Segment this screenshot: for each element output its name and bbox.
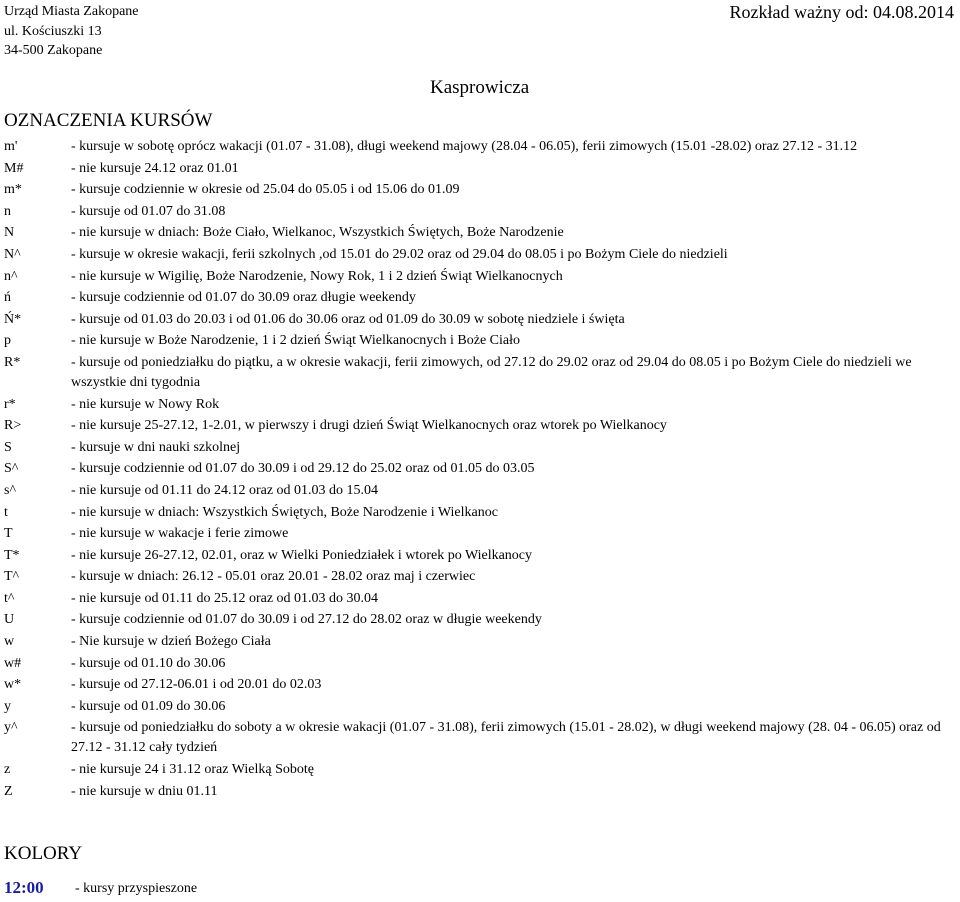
legend-description: - kursuje w sobotę oprócz wakacji (01.07 - 31.08), długi weekend majowy (28.04 - 06.05), ferii zimowych (15.01 -28.02) oraz 27.12 - 31.12 bbox=[71, 139, 858, 154]
legend-row bbox=[4, 395, 956, 415]
office-name: Urząd Miasta Zakopane bbox=[4, 4, 139, 19]
legend-code: T* bbox=[4, 547, 20, 563]
colors-title: KOLORY bbox=[4, 843, 83, 864]
office-address bbox=[4, 2, 139, 61]
legend-code: ń bbox=[4, 290, 11, 306]
legend-description: - nie kursuje w dniach: Boże Ciało, Wielkanoc, Wszystkich Świętych, Boże Narodzenie bbox=[71, 225, 564, 241]
legend-row bbox=[4, 310, 956, 330]
legend-code: N bbox=[4, 225, 15, 241]
legend-row bbox=[4, 782, 956, 802]
legend-row bbox=[4, 610, 956, 630]
stop-name: Kasprowicza bbox=[430, 77, 530, 98]
legend-description: - nie kursuje w dniu 01.11 bbox=[71, 783, 218, 799]
legend-row bbox=[4, 654, 956, 674]
legend-row bbox=[4, 503, 956, 523]
legend-code: z bbox=[4, 762, 11, 778]
legend-description: - nie kursuje w dniach: Wszystkich Świętych, Boże Narodzenie i Wielkanoc bbox=[71, 504, 498, 520]
office-street: ul. Kościuszki 13 bbox=[4, 23, 102, 39]
legend-code: T bbox=[4, 526, 13, 542]
legend-title: OZNACZENIA KURSÓW bbox=[4, 110, 213, 131]
legend-row bbox=[4, 353, 956, 393]
legend-code: Z bbox=[4, 783, 13, 799]
legend-row bbox=[4, 331, 956, 351]
legend-row bbox=[4, 180, 956, 200]
legend-description: - kursuje od poniedziałku do piątku, a w okresie wakacji, ferii zimowych, od 27.12 do 29.02 oraz od 29.04 do 08.05 i po Bożym Ciele do niedzieli we wszystkie dni tygodnia bbox=[71, 354, 912, 390]
legend-code: w# bbox=[4, 655, 22, 671]
legend-row bbox=[4, 159, 956, 179]
legend-code: Ń* bbox=[4, 311, 22, 327]
legend-description: - kursuje od 01.09 do 30.06 bbox=[71, 698, 226, 714]
legend-code: n bbox=[4, 203, 11, 219]
legend-description: - kursuje od 01.03 do 20.03 i od 01.06 do 30.06 oraz od 01.09 do 30.09 w sobotę niedziele i święta bbox=[71, 311, 625, 327]
legend-description: - nie kursuje 26-27.12, 02.01, oraz w Wielki Poniedziałek i wtorek po Wielkanocy bbox=[71, 547, 533, 563]
legend-description: - nie kursuje w Wigilię, Boże Narodzenie, Nowy Rok, 1 i 2 dzień Świąt Wielkanocnych bbox=[71, 268, 563, 284]
legend-description: - nie kursuje 25-27.12, 1-2.01, w pierwszy i drugi dzień Świąt Wielkanocnych oraz wtorek po Wielkanocy bbox=[71, 418, 667, 434]
legend-code: N^ bbox=[4, 246, 21, 262]
legend-description: - kursuje od 01.10 do 30.06 bbox=[71, 655, 226, 671]
legend-row bbox=[4, 202, 956, 222]
legend-row bbox=[4, 438, 956, 458]
legend-description: - kursuje w dniach: 26.12 - 05.01 oraz 20.01 - 28.02 oraz maj i czerwiec bbox=[71, 569, 476, 585]
legend-row bbox=[4, 546, 956, 566]
legend-description: - kursuje w dni nauki szkolnej bbox=[71, 439, 241, 455]
legend-row bbox=[4, 288, 956, 308]
legend-description: - nie kursuje od 01.11 do 24.12 oraz od 01.03 do 15.04 bbox=[71, 482, 379, 498]
legend-code: y^ bbox=[4, 720, 18, 736]
legend-row bbox=[4, 223, 956, 243]
legend-code: t^ bbox=[4, 590, 15, 606]
legend-code: y bbox=[4, 698, 11, 714]
legend-row bbox=[4, 567, 956, 587]
color-legend-item bbox=[4, 878, 404, 902]
legend-description: - kursuje codziennie w okresie od 25.04 do 05.05 i od 15.06 do 01.09 bbox=[71, 182, 460, 198]
legend-code: U bbox=[4, 612, 15, 628]
legend-description: - nie kursuje od 01.11 do 25.12 oraz od 01.03 do 30.04 bbox=[71, 590, 379, 606]
legend-description: - Nie kursuje w dzień Bożego Ciała bbox=[71, 634, 271, 650]
legend-description: - nie kursuje 24 i 31.12 oraz Wielką Sobotę bbox=[71, 762, 314, 778]
legend-list bbox=[4, 137, 956, 803]
legend-row bbox=[4, 524, 956, 544]
legend-description: - kursuje codziennie od 01.07 do 30.09 i od 27.12 do 28.02 oraz w długie weekendy bbox=[71, 612, 542, 628]
legend-code: S^ bbox=[4, 461, 19, 477]
legend-row bbox=[4, 137, 956, 157]
legend-code: w bbox=[4, 634, 15, 650]
legend-row bbox=[4, 718, 956, 758]
legend-description: - kursuje codziennie od 01.07 do 30.09 i od 29.12 do 25.02 oraz od 01.05 do 03.05 bbox=[71, 461, 535, 477]
legend-code: M# bbox=[4, 160, 24, 176]
legend-code: p bbox=[4, 333, 11, 349]
legend-row bbox=[4, 632, 956, 652]
legend-code: r* bbox=[4, 396, 16, 412]
legend-code: R* bbox=[4, 354, 21, 370]
legend-code: m' bbox=[4, 139, 18, 154]
legend-description: - nie kursuje w Boże Narodzenie, 1 i 2 dzień Świąt Wielkanocnych i Boże Ciało bbox=[71, 333, 520, 349]
legend-row bbox=[4, 589, 956, 609]
legend-code: S bbox=[4, 439, 12, 455]
legend-row bbox=[4, 675, 956, 695]
legend-row bbox=[4, 267, 956, 287]
legend-description: - kursuje w okresie wakacji, ferii szkolnych ,od 15.01 do 29.02 oraz od 29.04 do 08.05 i po Bożym Ciele do niedzieli bbox=[71, 246, 728, 262]
legend-row bbox=[4, 459, 956, 479]
legend-row bbox=[4, 245, 956, 265]
legend-row bbox=[4, 416, 956, 436]
legend-row bbox=[4, 760, 956, 780]
legend-code: m* bbox=[4, 182, 22, 198]
legend-code: T^ bbox=[4, 569, 20, 585]
office-city: 34-500 Zakopane bbox=[4, 43, 103, 58]
legend-description: - nie kursuje w wakacje i ferie zimowe bbox=[71, 526, 289, 542]
legend-description: - kursuje od 01.07 do 31.08 bbox=[71, 203, 226, 219]
valid-from-date: Rozkład ważny od: 04.08.2014 bbox=[729, 2, 954, 22]
color-description: - kursy przyspieszone bbox=[75, 881, 198, 896]
legend-description: - kursuje codziennie od 01.07 do 30.09 oraz długie weekendy bbox=[71, 290, 416, 306]
legend-description: - nie kursuje w Nowy Rok bbox=[71, 396, 220, 412]
legend-row bbox=[4, 697, 956, 717]
legend-description: - kursuje od 27.12-06.01 i od 20.01 do 02.03 bbox=[71, 677, 322, 693]
legend-description: - nie kursuje 24.12 oraz 01.01 bbox=[71, 160, 239, 176]
legend-code: w* bbox=[4, 677, 22, 693]
legend-code: s^ bbox=[4, 482, 17, 498]
legend-row bbox=[4, 481, 956, 501]
legend-code: R> bbox=[4, 418, 22, 434]
legend-description: - kursuje od poniedziałku do soboty a w okresie wakacji (01.07 - 31.08), ferii zimowych (15.01 - 28.02), w długi weekend majowy (28. 04 - 06.05) oraz od 27.12 - 31.12 cały tydzień bbox=[71, 720, 941, 756]
color-sample: 12:00 bbox=[4, 878, 44, 897]
legend-code: t bbox=[4, 504, 8, 520]
legend-code: n^ bbox=[4, 268, 18, 284]
